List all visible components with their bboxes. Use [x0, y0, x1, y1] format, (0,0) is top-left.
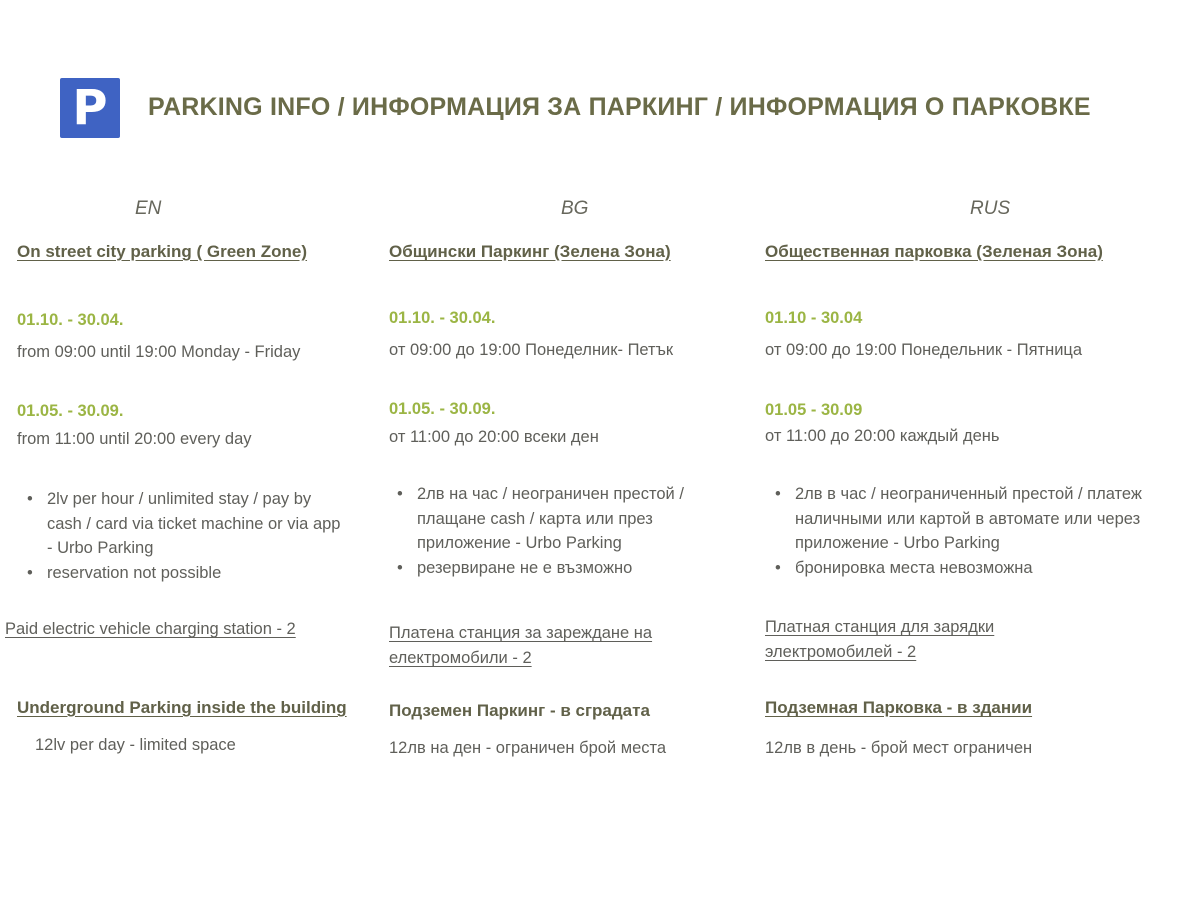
- lang-heading-bg: BG: [561, 198, 589, 219]
- street-parking-title: On street city parking ( Green Zone): [17, 242, 308, 261]
- period1-hours: from 09:00 until 19:00 Monday - Friday: [17, 343, 301, 361]
- underground-price: 12лв в день - брой мест ограничен: [765, 739, 1033, 757]
- period1-dates: 01.10. - 30.04.: [17, 311, 124, 329]
- period1-hours: от 09:00 до 19:00 Понеделник- Петък: [389, 341, 674, 359]
- lang-heading-en: EN: [135, 198, 162, 219]
- list-item: • резервиране не е възможно: [387, 556, 727, 581]
- ev-charging-link[interactable]: Paid electric vehicle charging station - 2: [5, 620, 296, 638]
- page-title: PARKING INFO / ИНФОРМАЦИЯ ЗА ПАРКИНГ / ИНФОРМАЦИЯ О ПАРКОВКЕ: [148, 93, 1091, 121]
- list-item: • бронировка места невозможна: [765, 556, 1185, 581]
- period1-dates: 01.10 - 30.04: [765, 309, 863, 327]
- list-item: • 2лв на час / неограничен престой / плащане cash / карта или през приложение - Urbo Parking: [387, 482, 727, 556]
- list-item: • 2lv per hour / unlimited stay / pay by cash / card via ticket machine or via app - Urbo Parking: [17, 487, 347, 561]
- ev-charging-link[interactable]: Платена станция за зареждане на електромобили - 2: [389, 624, 653, 667]
- street-parking-title: Общински Паркинг (Зелена Зона): [389, 242, 671, 261]
- lang-heading-rus: RUS: [970, 198, 1011, 219]
- list-item: • reservation not possible: [17, 561, 347, 586]
- period2-dates: 01.05. - 30.09.: [389, 400, 496, 418]
- period2-dates: 01.05. - 30.09.: [17, 402, 124, 420]
- pricing-bullets: [765, 482, 1185, 580]
- period2-hours: from 11:00 until 20:00 every day: [17, 430, 252, 448]
- period1-dates: 01.10. - 30.04.: [389, 309, 496, 327]
- period2-hours: от 11:00 до 20:00 каждый день: [765, 427, 1000, 445]
- period2-hours: от 11:00 до 20:00 всеки ден: [389, 428, 599, 446]
- underground-price: 12лв на ден - ограничен брой места: [389, 739, 667, 757]
- underground-parking-title: Подземная Парковка - в здании: [765, 698, 1033, 717]
- list-item: • 2лв в час / неограниченный престой / платеж наличными или картой в автомате или через приложение - Urbo Parking: [765, 482, 1185, 556]
- underground-price: 12lv per day - limited space: [35, 736, 236, 754]
- underground-parking-title: Underground Parking inside the building: [17, 698, 347, 717]
- underground-parking-title: Подземен Паркинг - в сградата: [389, 701, 650, 720]
- street-parking-title: Общественная парковка (Зеленая Зона): [765, 242, 1103, 261]
- parking-icon: P: [72, 80, 108, 136]
- period1-hours: от 09:00 до 19:00 Понедельник - Пятница: [765, 341, 1083, 359]
- period2-dates: 01.05 - 30.09: [765, 401, 863, 419]
- ev-charging-link[interactable]: Платная станция для зарядки электромобилей - 2: [765, 618, 995, 661]
